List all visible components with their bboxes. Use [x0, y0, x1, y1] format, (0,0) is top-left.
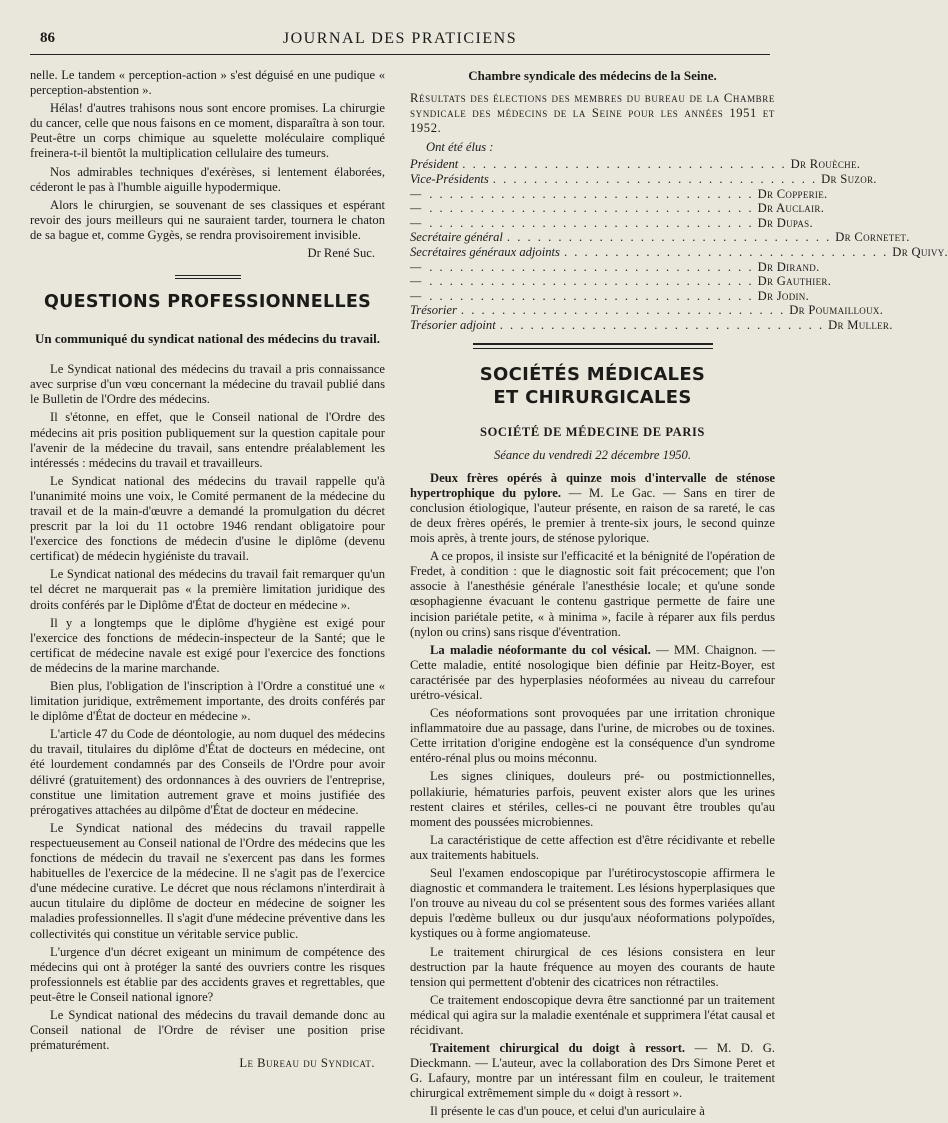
section-title-line: ET CHIRURGICALES [493, 386, 692, 408]
board-name: Dr Suzor. [821, 171, 877, 186]
board-row: — . . . . . . . . . . . . . . . . . . . . . . . . . . . . . . . . Dr Auclair. [410, 201, 825, 216]
board-name: Dr Rouèche. [790, 157, 861, 172]
paragraph: Le Syndicat national des médecins du travail rappelle respectueusement au Conseil national de l'Ordre des médecins que les fonctions de médecin du travail ne s'exercent pas dans les formes habituelles de l'exercice de la médecine. Il ne s'agit pas de l'exercice d'une médecine curative. Le décret que nous réclamons n'interdirait à aucun titulaire du diplôme de docteur en médecine de soigner les maladies professionnelles. Il s'agit d'une médecine préventive dans les collectivités qui constitue un véritable service public. [30, 820, 385, 941]
board-row: — . . . . . . . . . . . . . . . . . . . . . . . . . . . . . . . . Dr Gauthier. [410, 274, 832, 289]
section-divider [473, 343, 713, 349]
board-row: Secrétaire général . . . . . . . . . . . . . . . . . . . . . . . . . . . . . . . . Dr Cornetet. [410, 230, 910, 245]
page-header [30, 26, 770, 55]
paragraph: Bien plus, l'obligation de l'inscription à l'Ordre a constitué une « limitation juridique, extrêmement importante, des droits conférés par le diplôme d'État de docteur en médecine ». [30, 679, 385, 724]
paragraph: Seul l'examen endoscopique par l'urétirocystoscopie affirmera le diagnostic et commandera le traitement. Les lésions hyperplasiques que l'on trouve au niveau du col se présentent sous des formes variées allant depuis l'œdème bulleux ou dur jusqu'aux néoformations polypoïdes, kystiques ou à forme angiomateuse. [410, 866, 775, 941]
board-role: Secrétaires généraux adjoints [410, 244, 560, 259]
board-name: Dr Copperie. [757, 186, 828, 201]
elected-label: Ont été élus : [426, 140, 494, 155]
board-role: Président [410, 157, 459, 172]
item-heading: La maladie néoformante du col vésical. [430, 642, 651, 657]
author-signature: Dr René Suc. [307, 246, 375, 261]
society-name: SOCIÉTÉ DE MÉDECINE DE PARIS [480, 424, 705, 439]
board-role: — [410, 215, 422, 230]
board-row: — . . . . . . . . . . . . . . . . . . . . . . . . . . . . . . . . Dr Jodin. [410, 288, 810, 303]
item-author: — M. Le Gac. — [561, 485, 684, 500]
paragraph [410, 1041, 775, 1101]
paragraph: Il y a longtemps que le diplôme d'hygiène est exigé pour l'exercice des fonctions de médecin-inspecteur de la Santé; que le certificat de médecine navale est exigé pour l'exercice des fonctions de médecins de la marine marchande. [30, 615, 385, 675]
left-column [30, 68, 385, 1077]
section-title [410, 363, 775, 409]
item-text: L'auteur, avec la collaboration des Drs Simone Peret et G. Lafaury, montre par un intéressant film en couleur, le traitement chirurgical extrêmement simple du « doigt à ressort ». [410, 1056, 775, 1101]
board-name: Dr Auclair. [757, 201, 825, 216]
board-row: Secrétaires généraux adjoints . . . . . . . . . . . . . . . . . . . . . . . . . . . . . . . . Dr Quivy. [410, 244, 948, 259]
right-column [410, 68, 948, 1123]
board-row: — . . . . . . . . . . . . . . . . . . . . . . . . . . . . . . . . Dr Dupas. [410, 215, 813, 230]
chamber-title: Chambre syndicale des médecins de la Seine. [468, 68, 717, 83]
article-subtitle: Un communiqué du syndicat national des médecins du travail. [35, 331, 380, 347]
board-name: Dr Dirand. [757, 259, 820, 274]
board-row: Président . . . . . . . . . . . . . . . . . . . . . . . . . . . . . . . . Dr Rouèche. [410, 157, 861, 172]
board-role: Vice-Présidents [410, 171, 489, 186]
board-role: Secrétaire général [410, 230, 503, 245]
paragraph: A ce propos, il insiste sur l'efficacité et la bénignité de l'opération de Fredet, à condition : que le diagnostic soit fait précocement; que l'on associe à l'anesthésie générale l'anesthésie locale; et qu'une sonde œsophagienne évacuant le contenu gastrique permette de faire une incision pariétale petite, « à minima », facile à réparer aux fils perdus (nylon ou crins) sans risque d'éventration. [410, 549, 775, 639]
paragraph: La caractéristique de cette affection est d'être récidivante et rebelle aux traitements habituels. [410, 832, 775, 862]
board-name: Dr Dupas. [757, 215, 813, 230]
item-text: Sans en tirer de conclusion étiologique, l'auteur présente, en raison de sa rareté, le cas de deux frères opérés, le premier à trente-six jours, le second quinze mois après, à trente jours, de sténose pylorique. [410, 485, 775, 546]
paragraph: Le Syndicat national des médecins du travail fait remarquer qu'un tel décret ne marquerait pas « la première limitation juridique des droits conférés par le Diplôme d'État de docteur en médecine ». [30, 567, 385, 612]
board-name: Dr Poumailloux. [789, 303, 884, 318]
paragraph: Le traitement chirurgical de ces lésions consistera en leur destruction par la haute fréquence au moyen des courants de haute tension qui permettent d'obtenir des cicatrices non rétractiles. [410, 944, 775, 989]
board-row: Trésorier . . . . . . . . . . . . . . . . . . . . . . . . . . . . . . . . Dr Poumailloux. [410, 303, 884, 318]
section-title: QUESTIONS PROFESSIONNELLES [43, 292, 372, 313]
paragraph: Il présente le cas d'un pouce, et celui d'un auriculaire à [430, 1104, 705, 1119]
board-list [410, 157, 948, 332]
board-name: Dr Quivy. [892, 244, 948, 259]
board-role: Trésorier [410, 303, 457, 318]
board-role: — [410, 274, 422, 289]
section-divider [175, 275, 241, 279]
session-date: Séance du vendredi 22 décembre 1950. [494, 447, 691, 462]
results-intro: Résultats des élections des membres du bureau de la Chambre syndicale des médecins de la Seine pour les années 1951 et 1952. [410, 91, 775, 136]
board-role: — [410, 288, 422, 303]
board-role: — [410, 186, 422, 201]
board-role: — [410, 259, 422, 274]
item-author: — MM. Chaignon. — [650, 642, 775, 657]
item-text: Cette maladie, entité nosologique bien définie par Heitz-Boyer, est caractérisée par des hyperplasies néoformées au niveau du carrefour urétro-vésical. [410, 657, 775, 702]
item-heading: Deux frères opérés à quinze mois d'intervalle de sténose hypertrophique du pylore. [410, 470, 775, 500]
paragraph: Le Syndicat national des médecins du travail rappelle qu'à l'unanimité moins une voix, le Comité permanent de la médecine du travail et de la main-d'œuvre a demandé la promulgation du décret prescrit par la loi du 11 octobre 1946 rendant obligatoire pour l'exercice des fonctions de médecin d'usine le diplôme (devenu certificat) de médecin hygiéniste du travail. [30, 473, 385, 564]
journal-title: JOURNAL DES PRATICIENS [282, 30, 518, 47]
board-role: — [410, 201, 422, 216]
board-row: — . . . . . . . . . . . . . . . . . . . . . . . . . . . . . . . . Dr Copperie. [410, 186, 828, 201]
board-row: Vice-Présidents . . . . . . . . . . . . . . . . . . . . . . . . . . . . . . . . Dr Suzor. [410, 171, 877, 186]
board-name: Dr Jodin. [757, 288, 810, 303]
board-row: — . . . . . . . . . . . . . . . . . . . . . . . . . . . . . . . . Dr Dirand. [410, 259, 820, 274]
paragraph: Le Syndicat national des médecins du travail demande donc au Conseil national de l'Ordre de réviser une position prise prématurément. [30, 1007, 385, 1053]
board-role: Trésorier adjoint [410, 317, 496, 332]
paragraph: nelle. Le tandem « perception-action » s'est déguisé en une pudique « perception-abstention ». [30, 68, 385, 98]
page-number: 86 [40, 30, 55, 46]
paragraph: Le Syndicat national des médecins du travail a pris connaissance avec surprise d'un vœu concernant la médecine du travail publié dans le Bulletin de l'Ordre des médecins. [30, 362, 385, 407]
paragraph: Il s'étonne, en effet, que le Conseil national de l'Ordre des médecins ait pris position publiquement sur la question capitale pour l'avenir de la médecine du travail, sans entendre préalablement les intéressés : médecins du travail et travailleurs. [30, 410, 385, 470]
board-row: Trésorier adjoint . . . . . . . . . . . . . . . . . . . . . . . . . . . . . . . . Dr Muller. [410, 317, 893, 332]
section-title-line: SOCIÉTÉS MÉDICALES [479, 363, 706, 385]
paragraph: Ce traitement endoscopique devra être sanctionné par un traitement médical qui agira sur la maladie exenténale et supprimera l'état causal et récidivant. [410, 992, 775, 1037]
board-name: Dr Gauthier. [757, 274, 832, 289]
paragraph: L'urgence d'un décret exigeant un minimum de compétence des médecins qui ont à protéger la santé des ouvriers contre les risques professionnels est établie par des accidents graves et regrettables, que peut-être le Conseil national ignore? [30, 944, 385, 1004]
paragraph: Les signes cliniques, douleurs pré- ou postmictionnelles, pollakiurie, hématuries parfois, peuvent exister alors que les urines restent claires et stériles, celles-ci ne pouvant être troubles qu'au moment des poussées microbiennes. [410, 769, 775, 829]
paragraph: Hélas! d'autres trahisons nous sont encore promises. La chirurgie du cancer, celle que nous faisons en ce moment, disparaîtra à son tour. Peut-être un corps chimique au squelette moléculaire compliqué freinera-t-il bientôt la multiplication cellulaire des tumeurs. [30, 101, 385, 161]
item-author: — M. D. G. Dieckmann. — [410, 1041, 775, 1071]
paragraph [410, 471, 775, 546]
paragraph [410, 643, 775, 703]
paragraph: Nos admirables techniques d'exérèses, si lentement élaborées, céderont le pas à l'humble aiguille hypodermique. [30, 164, 385, 194]
board-name: Dr Cornetet. [835, 230, 910, 245]
board-name: Dr Muller. [828, 317, 893, 332]
paragraph: Ces néoformations sont provoquées par une irritation chronique inflammatoire due au passage, dans l'urine, de microbes ou de toxines. Cette irritation d'origine endogène est la conséquence d'un syndrome entéro-rénal plus ou moins méconnu. [410, 706, 775, 766]
paragraph: Alors le chirurgien, se souvenant de ses classiques et espérant revoir des jours meilleurs qui ne sauraient tarder, tournera le chaton de sa bague et, comme Gygès, se rendra provisoirement invisible. [30, 197, 385, 242]
item-heading: Traitement chirurgical du doigt à ressort. [430, 1041, 686, 1056]
paragraph: L'article 47 du Code de déontologie, au nom duquel des médecins du travail, titulaires du diplôme d'État de docteurs en médecine, ont été lourdement condamnés par des Conseils de l'Ordre pour avoir délivré (gratuitement) des ordonnances à des ouvriers de l'entreprise, constitue une limitation autrement grave et moins justifiée des prérogatives attachées au dilpôme d'État de docteur en médecine. [30, 727, 385, 817]
bureau-signature: Le Bureau du Syndicat. [239, 1056, 375, 1071]
